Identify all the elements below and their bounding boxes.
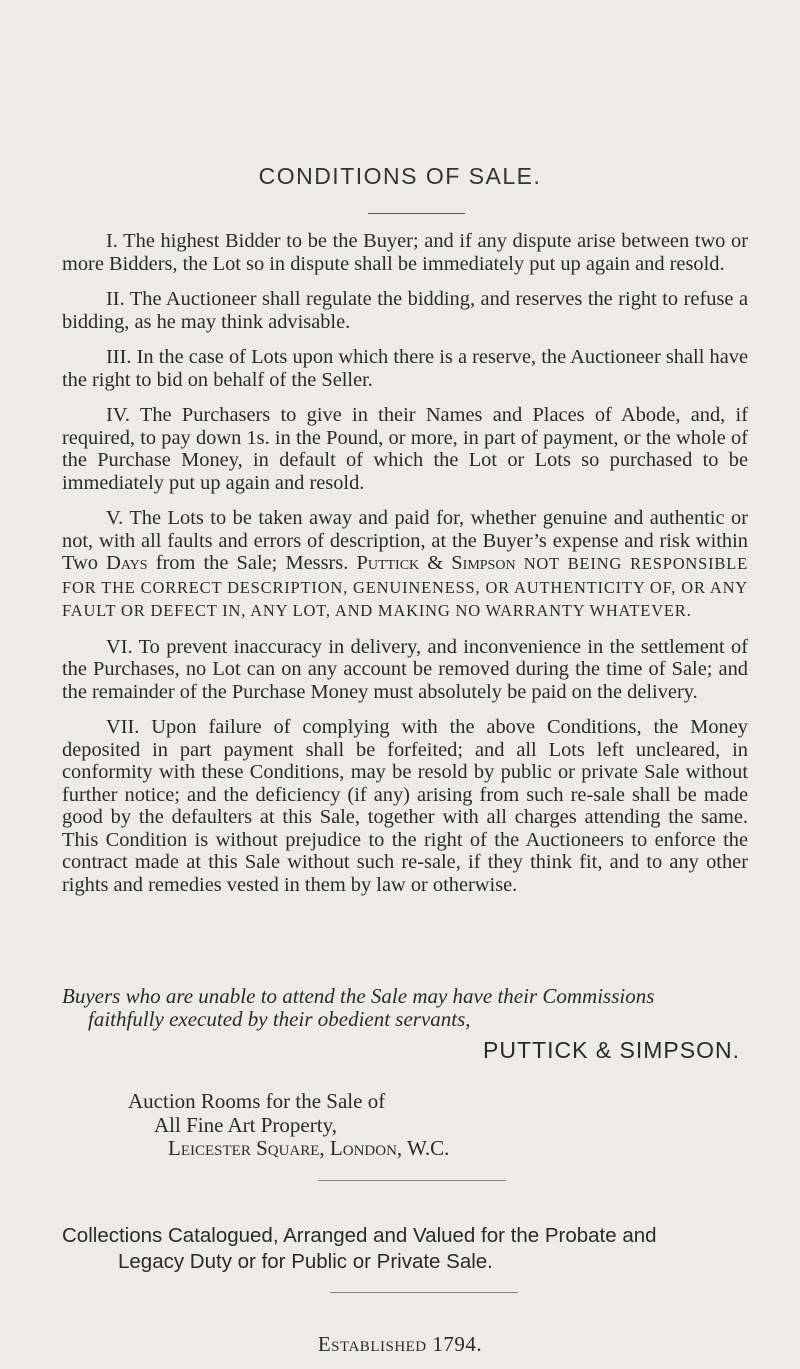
- established-date: Established 1794.: [317, 1332, 483, 1356]
- auction-address: [128, 1090, 449, 1161]
- condition-text: Upon failure of complying with the above Conditions, the Money deposited in part payment shall be forfeited; and all Lots left uncleared, in conformity with these Conditions, may be resold by public or private Sale without further notice; and the deficiency (if any) arising from such re-sale shall be made good by the defaulters at this Sale, together with all charges attending the same. This Condition is without prejudice to the right of the Auctioneers to enforce the contract made at this Sale without such re-sale, if they think fit, and to any other rights and remedies vested in them by law or otherwise.: [62, 716, 748, 896]
- condition-1: [62, 230, 748, 275]
- condition-number: V.: [106, 507, 124, 529]
- condition-5: [62, 507, 748, 623]
- condition-text: In the case of Lots upon which there is a reserve, the Auctioneer shall have the right to bid on behalf of the Seller.: [62, 346, 748, 391]
- condition-text: The Lots to be taken away and paid for, whether genuine and authentic or not, with all faults and errors of description, at the Buyer’s expense and risk within Two: [62, 507, 748, 574]
- address-line: All Fine Art Property,: [154, 1112, 337, 1137]
- condition-number: I.: [106, 230, 118, 252]
- condition-number: VI.: [106, 635, 133, 658]
- condition-text: The Purchasers to give in their Names and Places of Abode, and, if required, to pay down 1s. in the Pound, or more, in part of payment, or the whole of the Purchase Money, in default of which the Lot or Lots so purchased to be immediately put up again and resold.: [62, 404, 748, 494]
- condition-text: The highest Bidder to be the Buyer; and if any dispute arise between two or more Bidders, the Lot so in dispute shall be immediately put up again and resold.: [62, 230, 748, 275]
- address-line: Leicester Square, London, W.C.: [168, 1136, 450, 1160]
- section-divider: [318, 1180, 506, 1181]
- condition-6: [62, 636, 748, 704]
- title-divider: [368, 213, 465, 214]
- firm-name: Puttick & Simpson: [356, 552, 516, 574]
- commissions-line: Buyers who are unable to attend the Sale may have their Commissions: [62, 984, 655, 1008]
- probate-notice: [62, 1223, 748, 1275]
- condition-4: [62, 404, 748, 494]
- condition-number: IV.: [106, 404, 130, 426]
- condition-3: [62, 346, 748, 391]
- condition-7: [62, 716, 748, 896]
- condition-number: VII.: [106, 716, 140, 738]
- page-title: CONDITIONS OF SALE.: [258, 163, 542, 189]
- condition-number: II.: [106, 288, 125, 310]
- condition-number: III.: [106, 346, 132, 368]
- probate-line: Legacy Duty or for Public or Private Sale.: [118, 1250, 493, 1273]
- conditions-list: [62, 230, 748, 909]
- commissions-line: faithfully executed by their obedient servants,: [88, 1007, 471, 1031]
- section-divider: [330, 1292, 518, 1293]
- condition-text: from the Sale; Messrs.: [155, 552, 349, 574]
- address-line: Auction Rooms for the Sale of: [128, 1089, 386, 1113]
- condition-2: [62, 288, 748, 333]
- firm-signature: PUTTICK & SIMPSON.: [483, 1037, 740, 1063]
- probate-line: Collections Catalogued, Arranged and Valued for the Probate and: [62, 1224, 657, 1247]
- condition-text-days: Days: [106, 552, 148, 574]
- condition-text: The Auctioneer shall regulate the bidding, and reserves the right to refuse a bidding, as he may think advisable.: [62, 288, 749, 333]
- disclaimer-text: NOT BEING RESPONSIBLE FOR THE CORRECT DESCRIPTION, GENUINENESS, OR AUTHENTICITY OF, OR ANY FAULT OR DEFECT IN, ANY LOT, AND MAKING NO WARRANTY WHATEVER.: [62, 554, 748, 620]
- commissions-note: [62, 985, 748, 1031]
- condition-text: To prevent inaccuracy in delivery, and inconvenience in the settlement of the Purchases, no Lot can on any account be removed during the time of Sale; and the remainder of the Purchase Money must absolutely be paid on the delivery.: [62, 635, 748, 703]
